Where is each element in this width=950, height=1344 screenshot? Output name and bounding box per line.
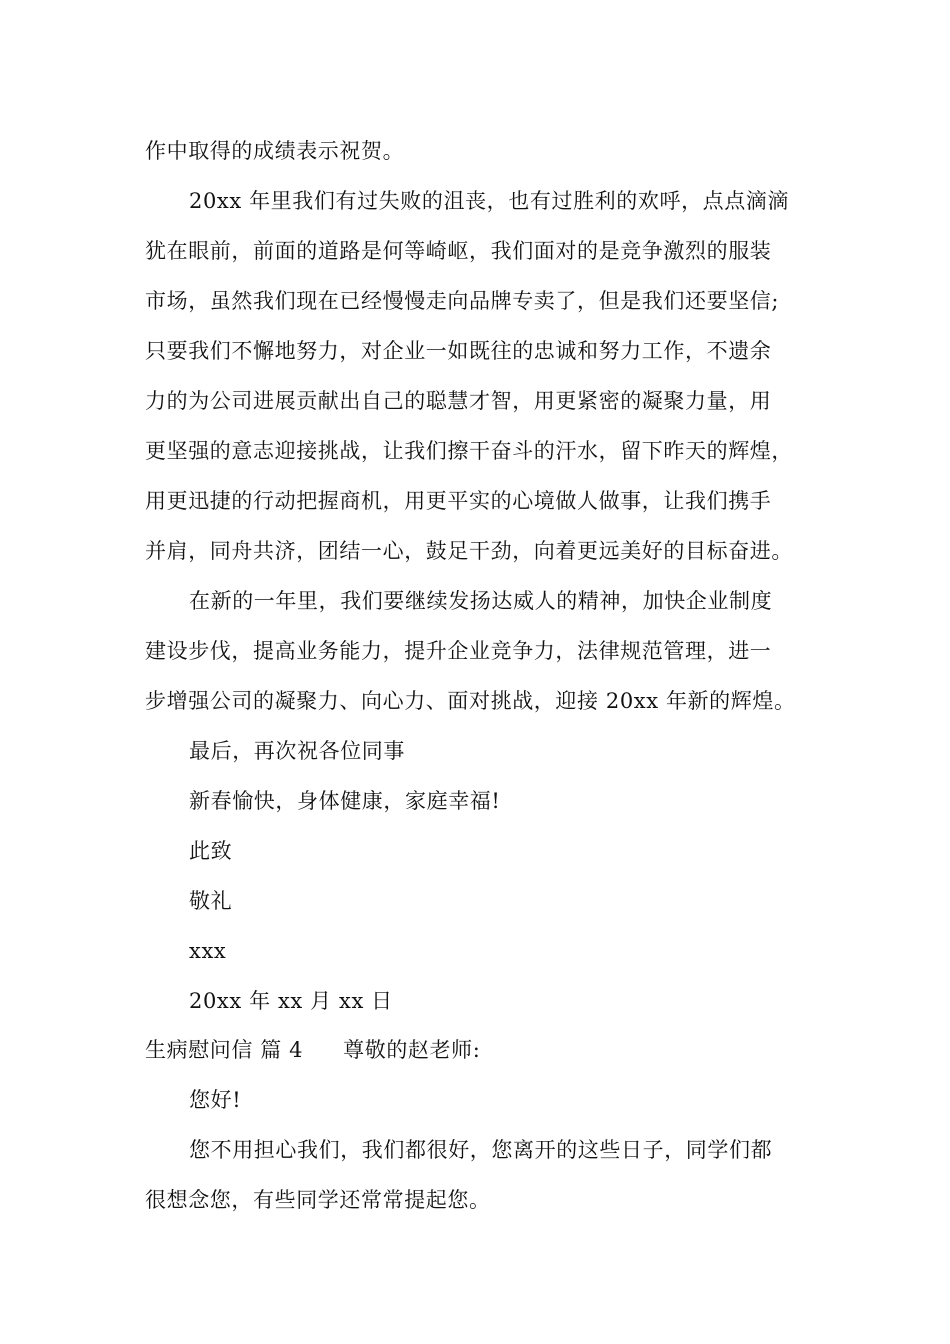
paragraph-line: 并肩，同舟共济，团结一心，鼓足干劲，向着更远美好的目标奋进。 <box>145 539 793 563</box>
closing-line: 敬礼 <box>189 889 233 913</box>
greeting: 您好! <box>189 1088 242 1112</box>
paragraph-line: 步增强公司的凝聚力、向心力、面对挑战，迎接 20xx 年新的辉煌。 <box>145 689 796 713</box>
paragraph-line: 建设步伐，提高业务能力，提升企业竞争力，法律规范管理，进一 <box>145 639 772 663</box>
signature-date: 20xx 年 xx 月 xx 日 <box>189 989 393 1013</box>
salutation: 尊敬的赵老师: <box>343 1038 481 1062</box>
section-heading: 生病慰问信 篇 4 <box>145 1038 304 1062</box>
closing-line: 最后，再次祝各位同事 <box>189 739 405 763</box>
paragraph-line: 更坚强的意志迎接挑战，让我们擦干奋斗的汗水，留下昨天的辉煌， <box>145 439 793 463</box>
section-heading-row <box>145 1035 835 1065</box>
paragraph-line: 只要我们不懈地努力，对企业一如既往的忠诚和努力工作，不遗余 <box>145 339 772 363</box>
signature-name: xxx <box>189 939 227 963</box>
paragraph-line: 用更迅捷的行动把握商机，用更平实的心境做人做事，让我们携手 <box>145 489 772 513</box>
paragraph-line: 在新的一年里，我们要继续发扬达威人的精神，加快企业制度 <box>189 589 773 613</box>
paragraph-line: 犹在眼前，前面的道路是何等崎岖，我们面对的是竞争激烈的服装 <box>145 239 772 263</box>
paragraph-line: 很想念您，有些同学还常常提起您。 <box>145 1188 491 1212</box>
closing-line: 新春愉快，身体健康，家庭幸福! <box>189 789 501 813</box>
paragraph-line: 您不用担心我们，我们都很好，您离开的这些日子，同学们都 <box>189 1138 773 1162</box>
paragraph-line: 力的为公司进展贡献出自己的聪慧才智，用更紧密的凝聚力量，用 <box>145 389 772 413</box>
paragraph-line: 市场，虽然我们现在已经慢慢走向品牌专卖了，但是我们还要坚信; <box>145 289 780 313</box>
paragraph-line: 20xx 年里我们有过失败的沮丧，也有过胜利的欢呼，点点滴滴 <box>189 189 790 213</box>
closing-line: 此致 <box>189 839 233 863</box>
paragraph-line: 作中取得的成绩表示祝贺。 <box>145 139 405 163</box>
